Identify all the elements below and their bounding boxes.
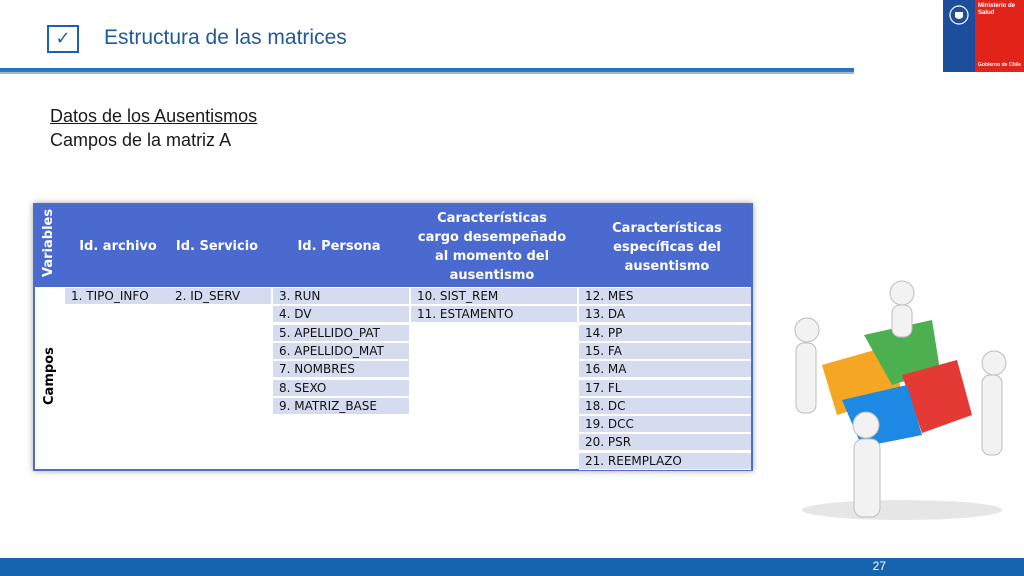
table-cell: 20. PSR: [579, 434, 751, 451]
table-cell: 1. TIPO_INFO: [65, 288, 169, 305]
logo-government-text: Gobierno de Chile: [978, 62, 1022, 68]
section-subheading: Campos de la matriz A: [50, 130, 232, 150]
row-label-campos: Campos: [42, 347, 57, 405]
column-header-id-persona: Id. Persona: [297, 239, 381, 254]
column-header-id-archivo: Id. archivo: [79, 239, 157, 254]
fields-table: [33, 203, 753, 471]
slide-title: Estructura de las matrices: [104, 26, 347, 49]
table-cell: 10. SIST_REM: [411, 288, 577, 305]
column-header-cargo: Características cargo desempeñado al momento del ausentismo: [417, 211, 567, 283]
footer-bar: [0, 558, 1024, 576]
table-cell: 4. DV: [273, 306, 409, 323]
table-cell: 12. MES: [579, 288, 751, 305]
row-label-variables: Variables: [41, 208, 56, 277]
table-cell: 14. PP: [579, 325, 751, 342]
table-cell: 6. APELLIDO_MAT: [273, 343, 409, 360]
table-cell: 17. FL: [579, 380, 751, 397]
logo-ministry-text: Ministerio de Salud: [978, 3, 1016, 16]
ministry-logo: [943, 0, 1024, 72]
section-heading: Datos de los Ausentismos: [50, 106, 258, 126]
column-header-id-servicio: Id. Servicio: [175, 239, 259, 254]
checkmark-icon: ✓: [47, 25, 79, 53]
title-divider: [0, 68, 854, 74]
table-cell: 11. ESTAMENTO: [411, 306, 577, 323]
table-cell: 2. ID_SERV: [169, 288, 271, 305]
page-number: 27: [872, 559, 886, 573]
coat-of-arms-icon: [948, 4, 970, 26]
table-cell: 15. FA: [579, 343, 751, 360]
table-cell: 19. DCC: [579, 416, 751, 433]
table-cell: 13. DA: [579, 306, 751, 323]
column-header-especificas: Características específicas del ausentismo: [612, 221, 722, 274]
puzzle-team-illustration: [782, 275, 1014, 525]
table-cell: 8. SEXO: [273, 380, 409, 397]
table-cell: 18. DC: [579, 398, 751, 415]
table-cell: 7. NOMBRES: [273, 361, 409, 378]
table-cell: 3. RUN: [273, 288, 409, 305]
table-cell: 9. MATRIZ_BASE: [273, 398, 409, 415]
table-cell: 16. MA: [579, 361, 751, 378]
table-cell: 5. APELLIDO_PAT: [273, 325, 409, 342]
table-cell: 21. REEMPLAZO: [579, 453, 751, 470]
